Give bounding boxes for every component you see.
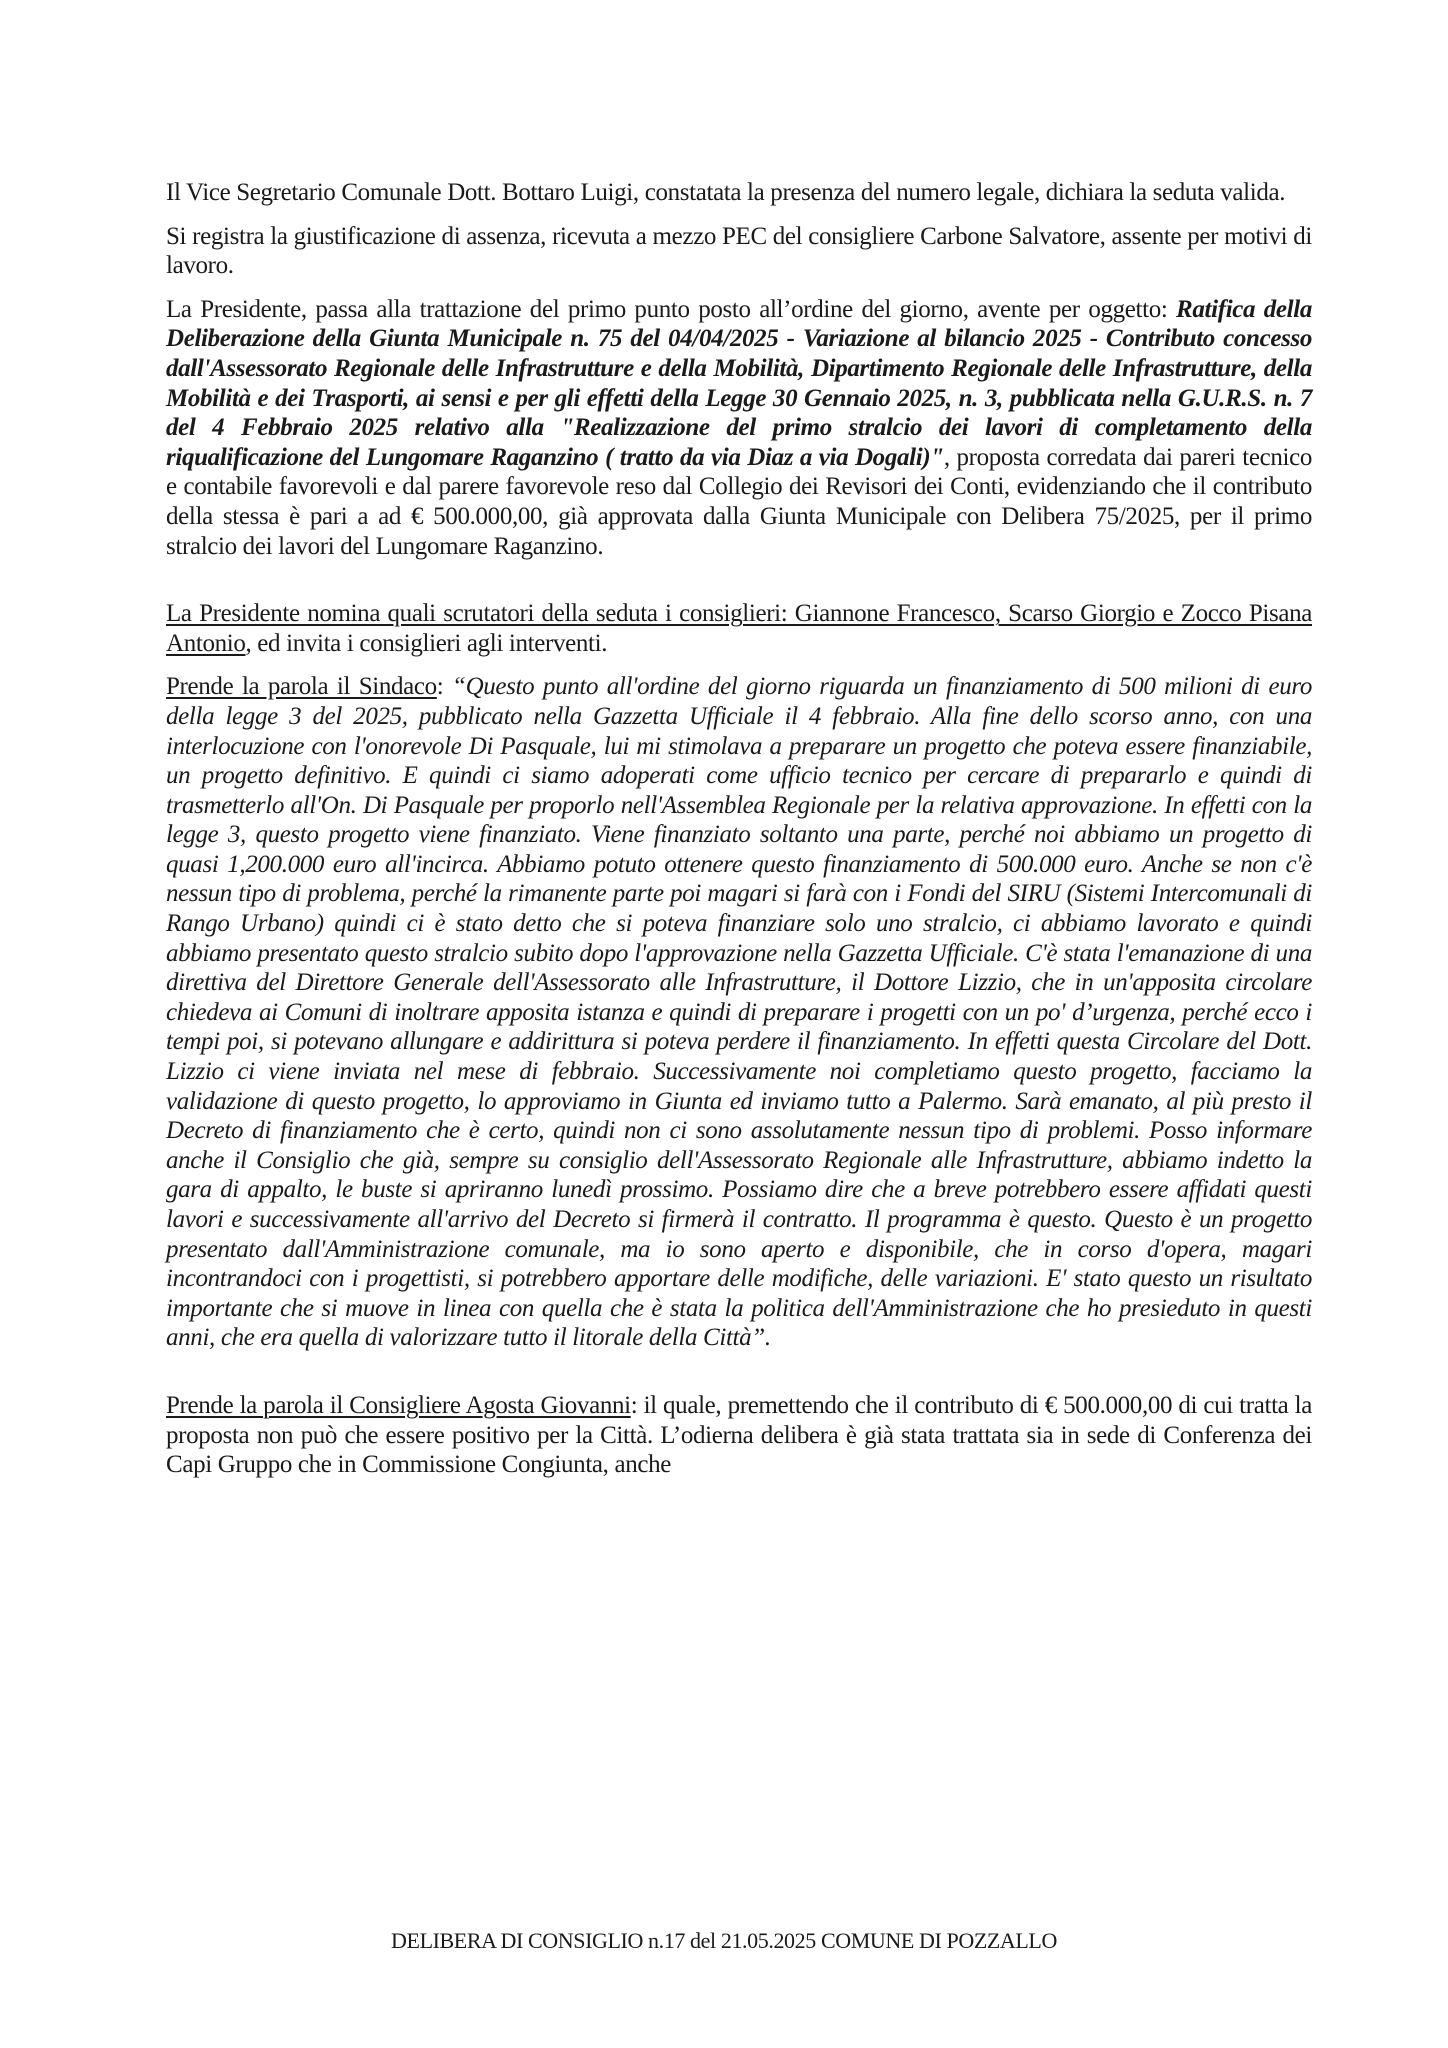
agenda-subject: Ratifica della Deliberazione della Giunta Municipale n. 75 del 04/04/2025 - Variazione al bilancio 2025 - Contributo concesso dall'Assessorato Regionale delle Infrastrutture e della Mobilità, Dipartimento Regionale delle Infrastrutture, della Mobilità e dei Trasporti, ai sensi e per gli effetti della Legge 30 Gennaio 2025, n. 3, pubblicata nella G.U.R.S. n. 7 del 4 Febbraio 2025 relativo alla "Realizzazione del primo stralcio dei lavori di completamento della riqualificazione del Lungomare Raganzino ( tratto da via Diaz a via Dogali)"	[166, 295, 1312, 471]
mayor-colon: :	[436, 673, 453, 701]
paragraph-absence: Si registra la giustificazione di assenza, ricevuta a mezzo PEC del consigliere Carbone Salvatore, assente per motivi di lavoro.	[166, 222, 1312, 280]
agenda-details: , proposta corredata dai pareri tecnico e contabile favorevoli e dal parere favorevole reso dal Collegio dei Revisori dei Conti, evidenziando che il contributo della stessa è pari a ad € 500.000,00, già approvata dalla Giunta Municipale con Delibera 75/2025, per il primo stralcio dei lavori del Lungomare Raganzino.	[166, 443, 1312, 560]
scrutineers-rest: , ed invita i consiglieri agli interventi.	[245, 629, 608, 657]
councillor-text: : il quale, premettendo che il contributo di € 500.000,00 di cui tratta la proposta non può che essere positivo per la Città. L’odierna delibera è già stata trattata sia in sede di Conferenza dei Capi Gruppo che in Commissione Congiunta, anche	[166, 1391, 1313, 1479]
agenda-intro: La Presidente, passa alla trattazione del primo punto posto all’ordine del giorno, avente per oggetto:	[166, 295, 1177, 323]
paragraph-mayor-speech	[166, 672, 1312, 1353]
mayor-quote: “Questo punto all'ordine del giorno riguarda un finanziamento di 500 milioni di euro della legge 3 del 2025, pubblicato nella Gazzetta Ufficiale il 4 febbraio. Alla fine dello scorso anno, con una interlocuzione con l'onorevole Di Pasquale, lui mi stimolava a preparare un progetto che poteva essere finanziabile, un progetto definitivo. E quindi ci siamo adoperati come ufficio tecnico per cercare di prepararlo e quindi di trasmetterlo all'On. Di Pasquale per proporlo nell'Assemblea Regionale per la relativa approvazione. In effetti con la legge 3, questo progetto viene finanziato. Viene finanziato soltanto una parte, perché noi abbiamo un progetto di quasi 1,200.000 euro all'incirca. Abbiamo potuto ottenere questo finanziamento di 500.000 euro. Anche se non c'è nessun tipo di problema, perché la rimanente parte poi magari si farà con i Fondi del SIRU (Sistemi Intercomunali di Rango Urbano) quindi ci è stato detto che si poteva finanziare solo uno stralcio, ci abbiamo lavorato e quindi abbiamo presentato questo stralcio subito dopo l'approvazione nella Gazzetta Ufficiale. C'è stata l'emanazione di una direttiva del Direttore Generale dell'Assessorato alle Infrastrutture, il Dottore Lizzio, che in un'apposita circolare chiedeva ai Comuni di inoltrare apposita istanza e quindi di preparare i progetti con un po' d’urgenza, perché ecco i tempi poi, si potevano allungare e addirittura si poteva perdere il finanziamento. In effetti questa Circolare del Dott. Lizzio ci viene inviata nel mese di febbraio. Successivamente noi completiamo questo progetto, facciamo la validazione di questo progetto, lo approviamo in Giunta ed inviamo tutto a Palermo. Sarà emanato, al più presto il Decreto di finanziamento che è certo, quindi non ci sono assolutamente nessun tipo di problemi. Posso informare anche il Consiglio che già, sempre su consiglio dell'Assessorato Regionale alle Infrastrutture, abbiamo indetto la gara di appalto, le buste si apriranno lunedì prossimo. Possiamo dire che a breve potrebbero essere affidati questi lavori e successivamente all'arrivo del Decreto si firmerà il contratto. Il programma è questo. Questo è un progetto presentato dall'Amministrazione comunale, ma io sono aperto e disponibile, che in corso d'opera, magari incontrandoci con i progettisti, si potrebbero apportare delle modifiche, delle variazioni. E' stato questo un risultato importante che si muove in linea con quella che è stata la politica dell'Amministrazione che ho presieduto in questi anni, che era quella di valorizzare tutto il litorale della Città”.	[166, 673, 1312, 1352]
paragraph-councillor-speech	[166, 1391, 1312, 1480]
document-body	[166, 178, 1312, 1494]
page-footer: DELIBERA DI CONSIGLIO n.17 del 21.05.2025 COMUNE DI POZZALLO	[391, 1928, 1057, 1953]
paragraph-scrutineers	[166, 599, 1312, 658]
councillor-speaker-label: Prende la parola il Consigliere Agosta Giovanni	[166, 1391, 631, 1419]
mayor-speaker-label: Prende la parola il Sindaco	[166, 673, 437, 701]
paragraph-agenda-item	[166, 295, 1312, 561]
paragraph-quorum: Il Vice Segretario Comunale Dott. Bottaro Luigi, constatata la presenza del numero legale, dichiara la seduta valida.	[166, 179, 1286, 206]
scrutineers-nomination: La Presidente nomina quali scrutatori della seduta i consiglieri: Giannone Francesco, Scarso Giorgio e Zocco Pisana Antonio	[166, 600, 1312, 657]
